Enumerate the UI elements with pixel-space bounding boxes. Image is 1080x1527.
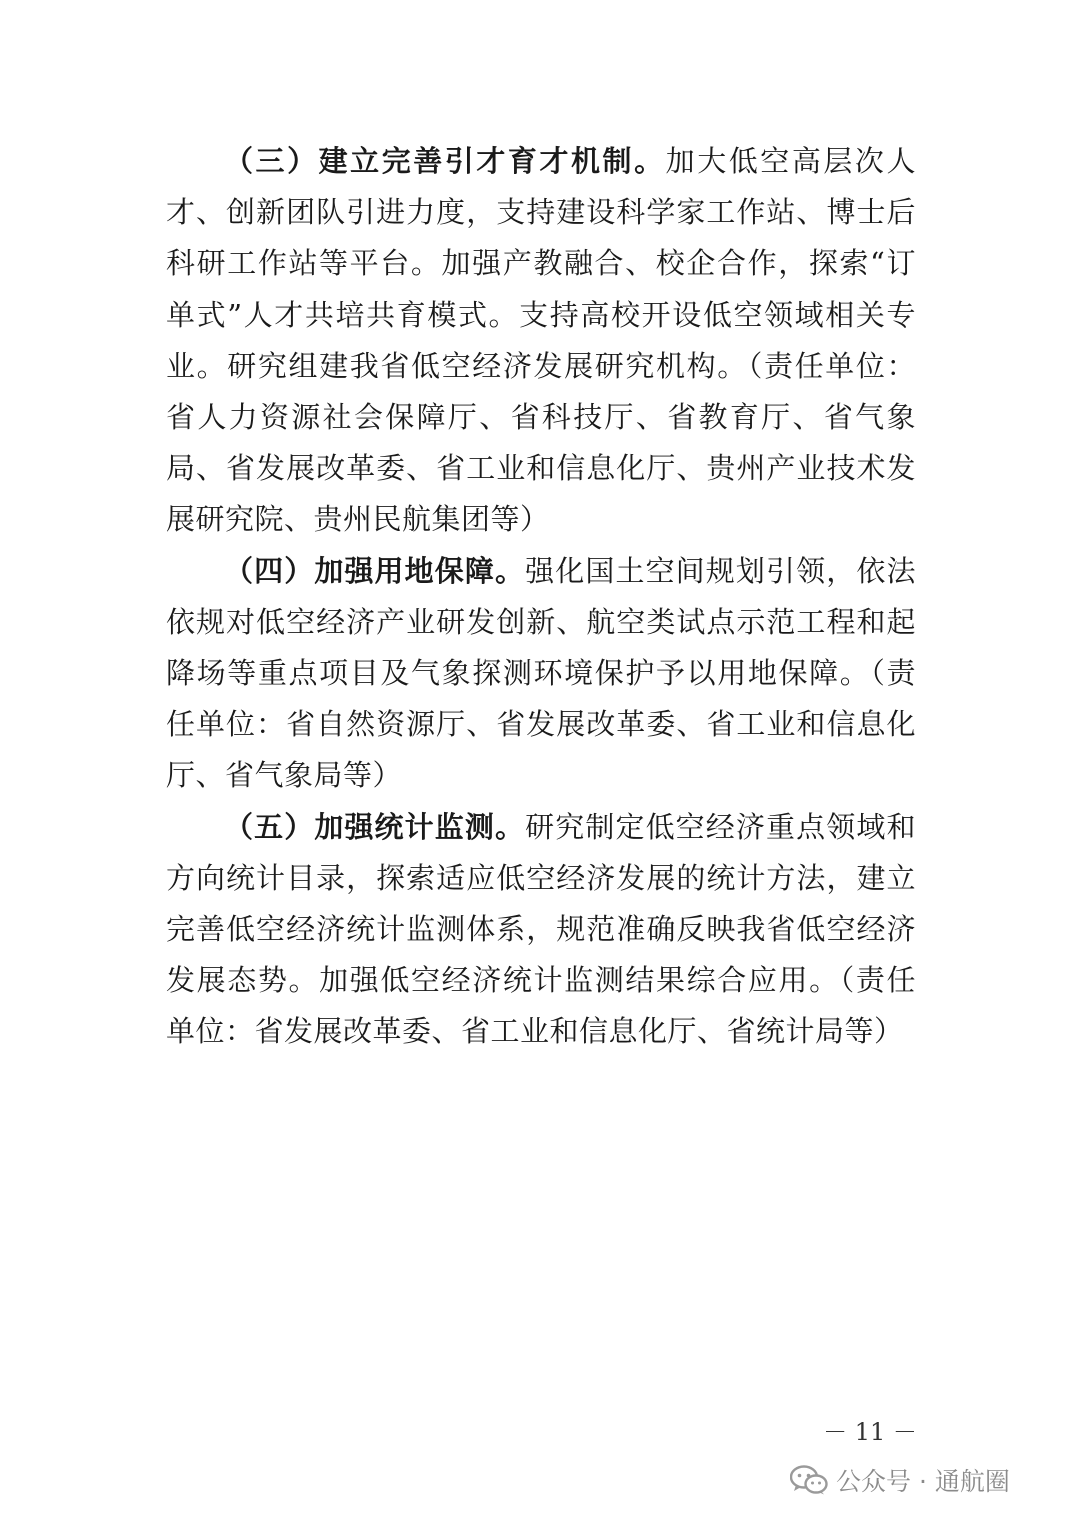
paragraph-statistics <box>166 802 916 1058</box>
body-text <box>166 136 916 1058</box>
paragraph-body: 加大低空高层次人才、创新团队引进力度，支持建设科学家工作站、博士后科研工作站等平台。加强产教融合、校企合作，探索“订单式”人才共培共育模式。支持高校开设低空领域相关专业。研究组建我省低空经济发展研究机构。（责任单位：省人力资源社会保障厅、省科技厅、省教育厅、省气象局、省发展改革委、省工业和信息化厅、贵州产业技术发展研究院、贵州民航集团等） <box>166 144 916 537</box>
paragraph-body: 强化国土空间规划引领，依法依规对低空经济产业研发创新、航空类试点示范工程和起降场等重点项目及气象探测环境保护予以用地保障。（责任单位：省自然资源厅、省发展改革委、省工业和信息化厅、省气象局等） <box>166 553 916 793</box>
watermark-text: 公众号 · 通航圈 <box>836 1467 1010 1496</box>
paragraph-heading: （五）加强统计监测。 <box>224 809 526 844</box>
paragraph-heading: （三）建立完善引才育才机制。 <box>224 144 666 178</box>
paragraph-body: 研究制定低空经济重点领域和方向统计目录，探索适应低空经济发展的统计方法，建立完善低空经济统计监测体系，规范准确反映我省低空经济发展态势。加强低空经济统计监测结果综合应用。（责任单位：省发展改革委、省工业和信息化厅、省统计局等） <box>166 809 916 1049</box>
paragraph-land <box>166 546 916 802</box>
watermark <box>790 1458 1010 1502</box>
paragraph-heading: （四）加强用地保障。 <box>224 553 526 588</box>
paragraph-talent <box>166 136 916 546</box>
page-number: － 11 － <box>823 1418 917 1446</box>
wechat-icon <box>790 1465 828 1495</box>
